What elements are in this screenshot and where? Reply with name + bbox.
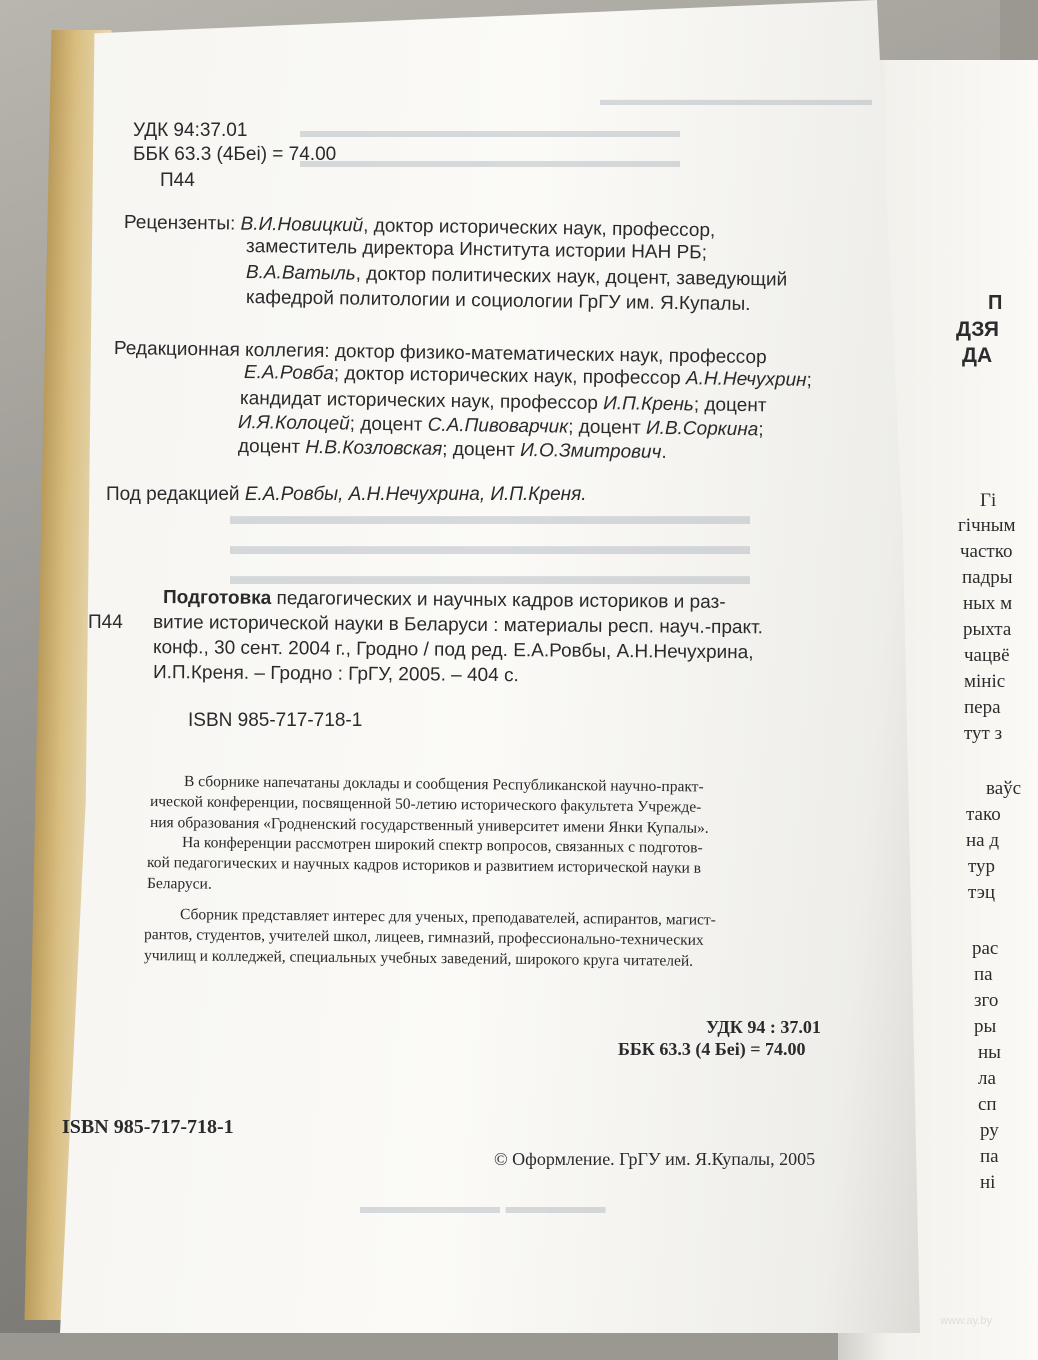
reviewers-label: Рецензенты:: [123, 212, 236, 235]
facing-text-line: ных м: [963, 593, 1013, 614]
editor-title: ; доцент: [568, 416, 647, 439]
bib-record-line: витие исторической науки в Беларуси : материалы респ. науч.-практ.: [152, 612, 764, 639]
facing-text-line: тут з: [964, 723, 1003, 744]
reviewers-line: заместитель директора Института истории НАН РБ;: [245, 236, 708, 264]
facing-text-line: мініс: [964, 671, 1006, 692]
show-through-text: ▬▬▬▬▬ ▬▬▬▬▬▬▬: [360, 1196, 606, 1218]
facing-text-line: чацвё: [964, 645, 1010, 666]
editorial-board-line: Редакционная коллегия: доктор физико-математических наук, профессор: [113, 338, 767, 369]
udk-code-bottom: УДК 94 : 37.01: [706, 1017, 821, 1037]
facing-text-line: ла: [978, 1068, 996, 1089]
facing-text-line: рас: [972, 938, 999, 959]
bib-record-line: конф., 30 сент. 2004 г., Гродно / под ред. Е.А.Ровбы, А.Н.Нечухрина,: [152, 637, 754, 664]
show-through-text: ▬▬▬▬▬▬▬▬▬▬▬▬▬▬▬▬▬▬▬▬: [230, 530, 750, 560]
abstract-line: ния образования «Гродненский государственный университет имени Янки Купалы».: [149, 814, 709, 837]
reviewer-name: В.А.Ватыль: [245, 262, 356, 285]
facing-text-line: тур: [968, 856, 996, 877]
bib-author-mark: П44: [88, 612, 123, 633]
facing-heading-line: П: [988, 292, 1003, 314]
bib-text: педагогических и научных кадров историков и раз-: [271, 587, 726, 613]
facing-text-line: тако: [966, 804, 1001, 825]
facing-text-line: падры: [962, 567, 1013, 588]
facing-text-line: сп: [978, 1094, 997, 1115]
editor-title: кандидат исторических наук, профессор: [239, 388, 604, 415]
editor-names: Е.А.Ровбы, А.Н.Нечухрина, И.П.Креня.: [244, 484, 587, 505]
editor-title: ; доцент: [442, 438, 521, 461]
editor-name: Н.В.Козловская: [305, 436, 443, 460]
abstract-line: ической конференции, посвященной 50-летию исторического факультета Учрежде-: [149, 793, 702, 816]
reviewer-title: , доктор политических наук, доцент, заведующий: [355, 263, 788, 291]
separator: .: [661, 441, 667, 463]
abstract-line: Сборник представляет интерес для ученых, преподавателей, аспирантов, магист-: [179, 906, 716, 929]
editor-name: И.В.Соркина: [645, 417, 759, 441]
editor-name: С.А.Пивоварчик: [427, 414, 569, 438]
show-through-text: ▬▬▬▬▬▬▬▬▬▬▬▬▬▬▬▬▬▬▬: [300, 150, 680, 172]
edited-by-line: [106, 484, 587, 506]
copyright-notice: © Оформление. ГрГУ им. Я.Купалы, 2005: [494, 1149, 816, 1169]
facing-text-line: па: [974, 964, 993, 985]
facing-text-line: ру: [980, 1120, 999, 1141]
facing-text-line: ні: [980, 1172, 996, 1193]
author-mark: П44: [160, 170, 195, 191]
abstract-line: училищ и колледжей, специальных учебных заведений, широкого круга читателей.: [143, 947, 694, 970]
facing-text-line: ры: [974, 1016, 997, 1037]
facing-text-line: пера: [964, 697, 1001, 718]
facing-text-line: гічным: [958, 515, 1016, 536]
editorial-board-line: [238, 436, 667, 464]
abstract-line: На конференции рассмотрен широкий спектр вопросов, связанных с подготов-: [181, 834, 703, 857]
edited-by-label: Под редакцией: [106, 484, 245, 505]
show-through-text: ▬▬▬▬▬▬▬▬▬▬▬▬▬▬▬▬▬▬▬▬: [230, 560, 750, 590]
bbk-code-bottom: ББК 63.3 (4 Беі) = 74.00: [618, 1039, 806, 1059]
editor-name: И.О.Змитрович: [520, 439, 662, 463]
show-through-text: ▬▬▬▬▬▬▬▬▬▬▬▬▬▬▬▬: [600, 90, 872, 109]
editor-name: И.Я.Колоцей: [237, 412, 350, 435]
editor-title: ; доцент: [349, 413, 428, 436]
separator: ;: [758, 419, 764, 441]
show-through-text: ▬▬▬▬▬▬▬▬▬▬▬▬▬▬▬▬▬▬▬▬: [230, 500, 750, 530]
show-through-text: ▬▬▬▬▬▬▬▬▬▬▬▬▬▬▬▬▬▬▬: [300, 120, 680, 142]
facing-text-line: на д: [966, 830, 1000, 851]
udk-code: УДК 94:37.01: [133, 120, 248, 141]
bib-record-line: [163, 587, 726, 614]
reviewers-line: кафедрой политологии и социологии ГрГУ им. Я.Купалы.: [245, 287, 751, 316]
editor-title: ; доктор исторических наук, профессор: [333, 363, 687, 390]
facing-text-line: ваўс: [986, 778, 1022, 799]
editor-name: А.Н.Нечухрин: [685, 368, 807, 391]
abstract-line: Беларуси.: [146, 875, 212, 893]
editor-title: доцент: [237, 436, 306, 458]
bib-record-line: И.П.Креня. – Гродно : ГрГУ, 2005. – 404 с.: [152, 662, 519, 687]
reviewer-name: В.И.Новицкий: [240, 213, 364, 237]
facing-heading-line: ДА: [962, 344, 993, 367]
reviewer-title: , доктор исторических наук, профессор,: [363, 215, 716, 242]
editor-name: Е.А.Ровба: [243, 362, 335, 385]
facing-heading-line: ДЗЯ: [956, 318, 999, 341]
facing-text-line: частко: [960, 541, 1013, 562]
abstract-line: В сборнике напечатаны доклады и сообщения Республиканской научно-практ-: [183, 773, 704, 796]
isbn-bottom: ISBN 985-717-718-1: [62, 1116, 234, 1138]
bib-title: Подготовка: [162, 587, 272, 609]
facing-text-line: па: [980, 1146, 999, 1167]
reviewers-line: [246, 262, 787, 292]
site-watermark: www.ay.by: [940, 1315, 992, 1327]
editor-title: ; доцент: [693, 394, 767, 417]
separator: ;: [806, 369, 813, 391]
abstract-line: кой педагогических и научных кадров историков и развитием исторической науки в: [146, 854, 702, 877]
facing-text-line: тэц: [968, 882, 996, 903]
facing-text-line: рыхта: [963, 619, 1012, 640]
facing-text-line: ны: [978, 1042, 1001, 1063]
editor-name: И.П.Крень: [603, 393, 695, 416]
facing-text-line: зго: [974, 990, 999, 1011]
facing-text-line: Гі: [980, 490, 997, 511]
abstract-line: рантов, студентов, учителей школ, лицеев, гимназий, профессионально-технических: [143, 926, 704, 949]
bib-isbn: ISBN 985-717-718-1: [188, 710, 363, 731]
bbk-code: ББК 63.3 (4Беі) = 74.00: [133, 144, 337, 165]
